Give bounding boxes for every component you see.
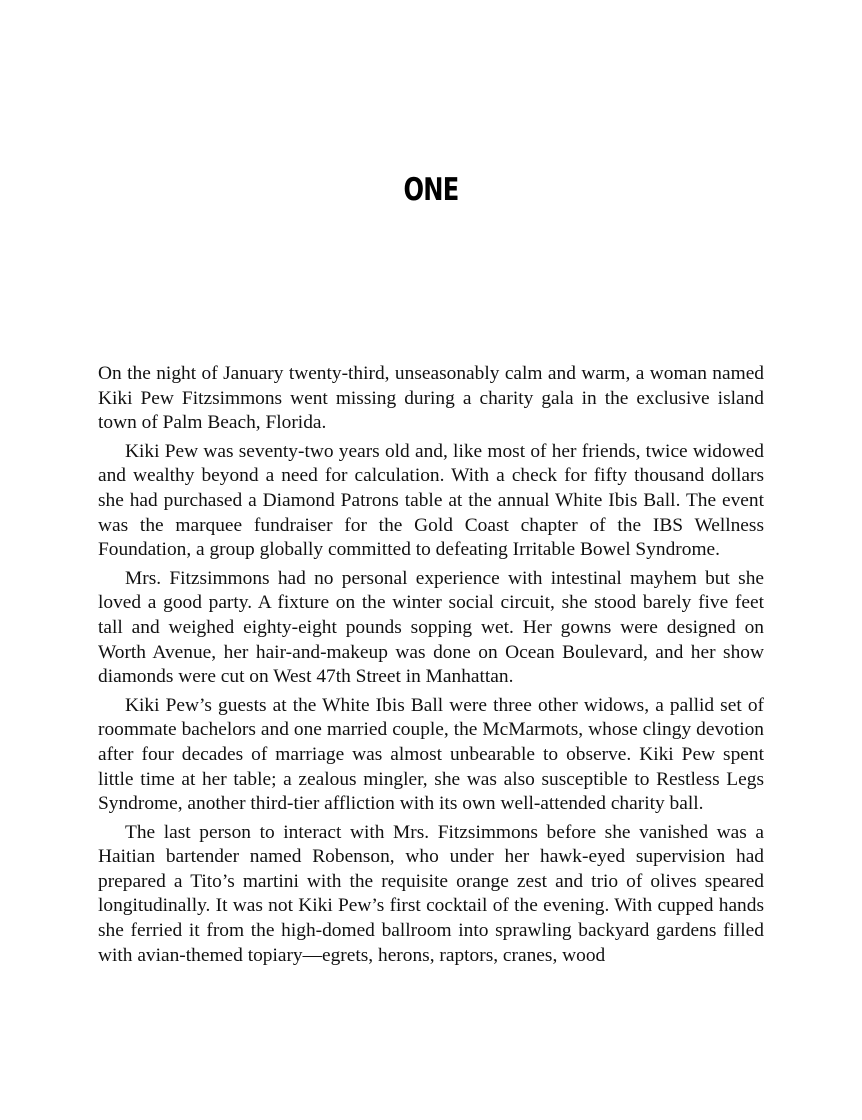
chapter-title: ONE bbox=[403, 172, 459, 208]
paragraph-1: On the night of January twenty-third, unseasonably calm and warm, a woman named Kiki Pew Fitzsimmons went missing during a charity gala in the exclusive island town of Palm Beach, Florida. bbox=[98, 363, 764, 434]
paragraph-5: The last person to interact with Mrs. Fitzsimmons before she vanished was a Haitian bartender named Robenson, who under her hawk-eyed supervision had prepared a Tito’s martini with the requisite orange zest and trio of olives speared longitudinally. It was not Kiki Pew’s first cocktail of the evening. With cupped hands she ferried it from the high-domed ballroom into sprawling backyard gardens filled with avian-themed topiary—egrets, herons, raptors, cranes, wood bbox=[98, 821, 764, 966]
paragraph-3: Mrs. Fitzsimmons had no personal experience with intestinal mayhem but she loved a good party. A fixture on the winter social circuit, she stood barely five feet tall and weighed eighty-eight pounds sopping wet. Her gowns were designed on Worth Avenue, her hair-and-makeup was done on Ocean Boulevard, and her show diamonds were cut on West 47th Street in Manhattan. bbox=[98, 567, 764, 688]
paragraph-2: Kiki Pew was seventy-two years old and, like most of her friends, twice widowed and wealthy beyond a need for calculation. With a check for fifty thousand dollars she had purchased a Diamond Patrons table at the annual White Ibis Ball. The event was the marquee fundraiser for the Gold Coast chapter of the IBS Wellness Foundation, a group globally committed to defeating Irritable Bowel Syndrome. bbox=[98, 440, 764, 561]
chapter-body bbox=[98, 362, 764, 972]
paragraph-4: Kiki Pew’s guests at the White Ibis Ball were three other widows, a pallid set of roommate bachelors and one married couple, the McMarmots, whose clingy devotion after four decades of marriage was almost unbearable to observe. Kiki Pew spent little time at her table; a zealous mingler, she was also susceptible to Restless Legs Syndrome, another third-tier affliction with its own well-attended charity ball. bbox=[98, 694, 764, 815]
